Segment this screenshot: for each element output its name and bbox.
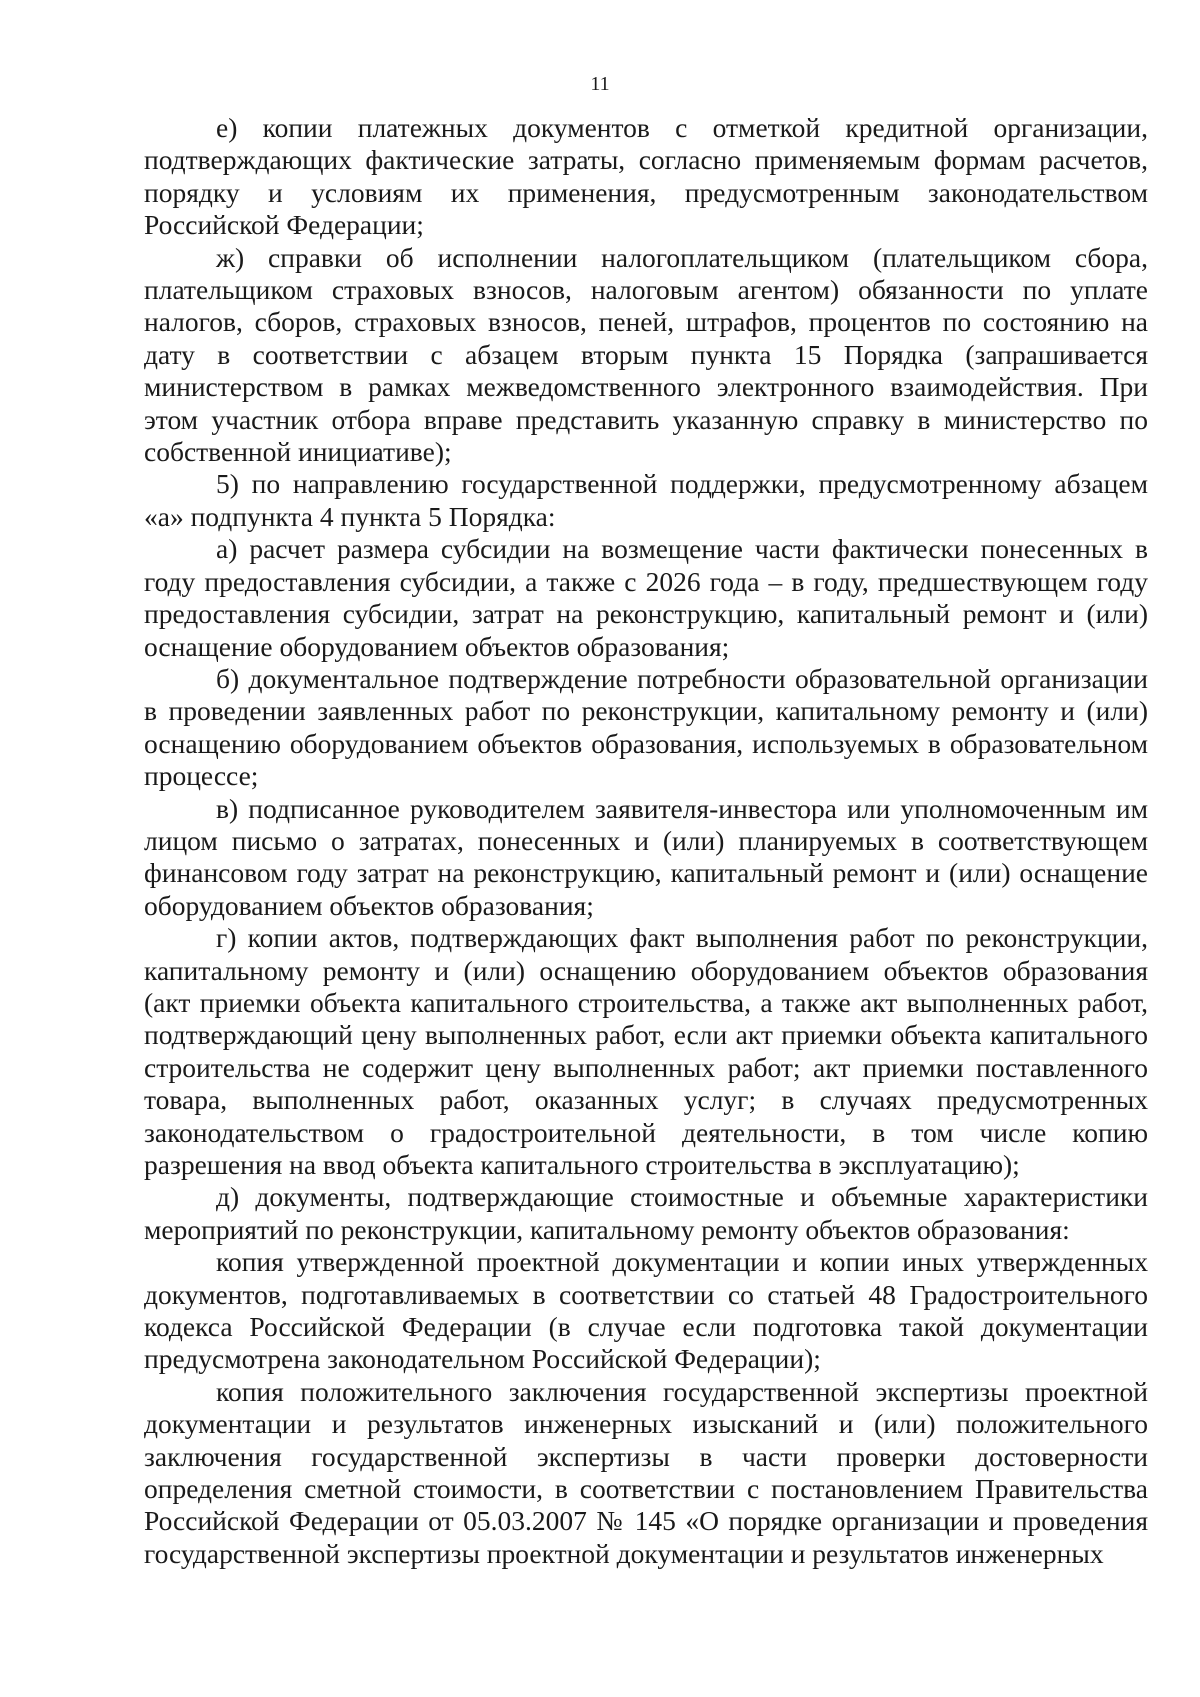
paragraph-g-acts-copies: г) копии актов, подтверждающих факт выполнения работ по реконструкции, капитальному ремонту и (или) оснащению оборудованием объектов образования (акт приемки объекта капитального строительства, а также акт выполненных работ, подтверждающий цену выполненных работ, если акт приемки объекта капитального строительства не содержит цену выполненных работ; акт приемки поставленного товара, выполненных работ, оказанных услуг; в случаях предусмотренных законодательством о градостроительной деятельности, в том числе копию разрешения на ввод объекта капитального строительства в эксплуатацию); — [144, 922, 1148, 1180]
document-body — [144, 112, 1148, 1570]
paragraph-zh-tax-certificate: ж) справки об исполнении налогоплательщиком (плательщиком сбора, плательщиком страховых взносов, налоговым агентом) обязанности по уплате налогов, сборов, страховых взносов, пеней, штрафов, процентов по состоянию на дату в соответствии с абзацем вторым пункта 15 Порядка (запрашивается министерством в рамках межведомственного электронного взаимодействия. При этом участник отбора вправе представить указанную справку в министерство по собственной инициативе); — [144, 241, 1148, 468]
paragraph-e-payment-documents: е) копии платежных документов с отметкой кредитной организации, подтверждающих фактические затраты, согласно применяемым формам расчетов, порядку и условиям их применения, предусмотренным законодательством Российской Федерации; — [144, 112, 1148, 241]
paragraph-project-documentation-copy: копия утвержденной проектной документации и копии иных утвержденных документов, подготавливаемых в соответствии со статьей 48 Градостроительного кодекса Российской Федерации (в случае если подготовка такой документации предусмотрена законодательном Российской Федерации); — [144, 1246, 1148, 1375]
paragraph-v-signed-letter: в) подписанное руководителем заявителя-инвестора или уполномоченным им лицом письмо о затратах, понесенных и (или) планируемых в соответствующем финансовом году затрат на реконструкцию, капитальный ремонт и (или) оснащение оборудованием объектов образования; — [144, 792, 1148, 921]
paragraph-d-cost-documents: д) документы, подтверждающие стоимостные и объемные характеристики мероприятий по реконструкции, капитальному ремонту объектов образования: — [144, 1181, 1148, 1245]
paragraph-a-subsidy-calculation: а) расчет размера субсидии на возмещение части фактически понесенных в году предоставления субсидии, а также с 2026 года – в году, предшествующем году предоставления субсидии, затрат на реконструкцию, капитальный ремонт и (или) оснащение оборудованием объектов образования; — [144, 533, 1148, 662]
paragraph-b-documentary-confirmation: б) документальное подтверждение потребности образовательной организации в проведении заявленных работ по реконструкции, капитальному ремонту и (или) оснащению оборудованием объектов образования, используемых в образовательном процессе; — [144, 662, 1148, 792]
page-number: 11 — [590, 73, 610, 95]
paragraph-expertise-conclusion-copy: копия положительного заключения государственной экспертизы проектной документации и результатов инженерных изысканий и (или) положительного заключения государственной экспертизы в части проверки достоверности определения сметной стоимости, в соответствии с постановлением Правительства Российской Федерации от 05.03.2007 № 145 «О порядке организации и проведения государственной экспертизы проектной документации и результатов инженерных — [144, 1375, 1148, 1569]
paragraph-5-support-direction: 5) по направлению государственной поддержки, предусмотренному абзацем «а» подпункта 4 пункта 5 Порядка: — [144, 468, 1148, 532]
